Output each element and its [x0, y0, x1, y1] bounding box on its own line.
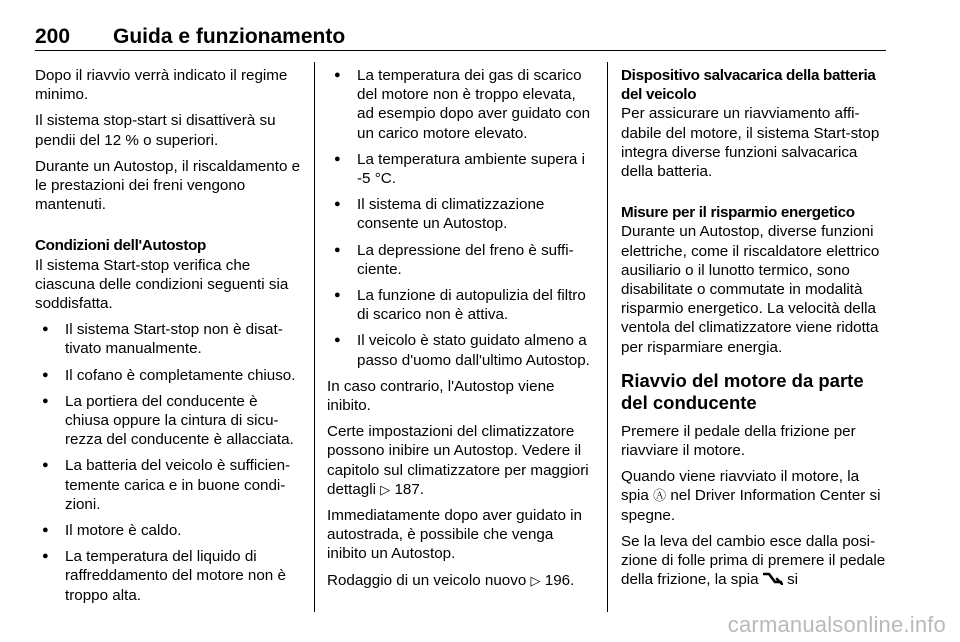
paragraph: Dopo il riavvio verrà indicato il regime minimo.: [35, 67, 288, 104]
watermark: carmanualsonline.info: [727, 612, 946, 637]
paragraph: Durante un Autostop, il riscaldamento e le prestazioni dei freni vengono mantenuti.: [35, 157, 301, 214]
section-heading-conditions: Condizioni dell'Autostop: [35, 237, 207, 255]
column-divider-2: [607, 62, 608, 612]
paragraph-text: si: [787, 571, 799, 589]
column-divider-1: [314, 62, 315, 612]
list-item: ● Il motore è caldo.: [35, 521, 303, 540]
paragraph: Immediatamente dopo aver guidato in autostrada, è possibile che venga inibito un Autostop.: [327, 507, 582, 563]
list-item: ● La funzione di autopulizia del filtro di scarico non è attiva.: [327, 286, 593, 324]
paragraph: Premere il pedale della frizione per riavviare il motore.: [621, 422, 856, 460]
section-heading-restart: Riavvio del motore da parte del conducente: [621, 369, 864, 413]
list-item: ● La temperatura dei gas di scarico del motore non è troppo elevata, ad esempio dopo aver guidato con un carico motore elevato.: [327, 66, 593, 143]
list-item: ● La temperatura del liquido di raffreddamento del motore non è troppo alta.: [35, 547, 303, 605]
list-item: ● La portiera del conducente è chiusa oppure la cintura di sicurezza del conducente è allacciata.: [35, 392, 303, 450]
paragraph: [621, 467, 887, 525]
list-item: ● Il sistema di climatizzazione consente un Autostop.: [327, 195, 593, 233]
page-reference[interactable]: 187.: [394, 480, 425, 498]
page-reference[interactable]: 196.: [544, 571, 575, 589]
paragraph: [327, 422, 593, 499]
column-left: [35, 66, 303, 612]
paragraph-text: Quando viene riavviato il motore, la spia: [621, 468, 860, 505]
header-rule: [35, 50, 886, 51]
clutch-pedal-icon: [763, 572, 783, 585]
paragraph: In caso contrario, l'Autostop viene inibito.: [327, 377, 555, 415]
list-item: ● Il sistema Start-stop non è disattivato manualmente.: [35, 320, 303, 358]
list-item: ● La temperatura ambiente supera i -5 °C.: [327, 150, 593, 188]
condition-list: [35, 320, 303, 605]
paragraph: Per assicurare un riavviamento affidabile del motore, il sistema Start-stop integra diverse funzioni salvacarica della batteria.: [621, 105, 880, 181]
paragraph-text: nel Driver Information Center si spegne.: [621, 487, 881, 524]
paragraph-text: Certe impostazioni del climatizzatore possono inibire un Autostop. Vedere il capitolo sul climatizzatore per maggiori dettagli: [327, 423, 589, 498]
page-header: [35, 25, 885, 53]
page-number: 200: [35, 25, 71, 48]
condition-list-continued: [327, 66, 593, 370]
page-title: Guida e funzionamento: [113, 25, 346, 48]
list-item: ● Il veicolo è stato guidato almeno a passo d'uomo dall'ultimo Autostop.: [327, 331, 593, 369]
list-item: ● Il cofano è completamente chiuso.: [35, 366, 303, 385]
paragraph: [327, 571, 593, 590]
section-heading-battery: Dispositivo salvacarica della batteria del veicolo: [621, 67, 876, 104]
paragraph: Il sistema stop-start si disattiverà su pendii del 12 % o superiori.: [35, 112, 276, 149]
reference-arrow-icon: ▷: [530, 572, 541, 588]
autostop-a-icon: Ⓐ: [653, 488, 667, 504]
list-item: ● La batteria del veicolo è sufficientemente carica e in buone condizioni.: [35, 456, 303, 514]
paragraph: [621, 532, 887, 590]
section-heading-energy: Misure per il risparmio energetico: [621, 204, 855, 222]
reference-arrow-icon: ▷: [380, 481, 391, 497]
paragraph: Il sistema Start-stop verifica che ciascuna delle condizioni seguenti sia soddisfatta.: [35, 256, 289, 313]
column-right: [621, 66, 887, 596]
paragraph-text: Se la leva del cambio esce dalla posizione di folle prima di premere il pedale della frizione, la spia: [621, 532, 886, 589]
paragraph: Durante un Autostop, diverse funzioni elettriche, come il riscaldatore elettrico ausiliario o il lunotto termico, sono disabilitate o commutate in modalità risparmio energetico. La velocità della ventola del climatizzatore viene ridotta per risparmiare energia.: [621, 223, 880, 356]
column-middle: [327, 66, 593, 597]
list-item: ● La depressione del freno è sufficiente.: [327, 241, 593, 279]
paragraph-text: Rodaggio di un veicolo nuovo: [327, 571, 527, 589]
